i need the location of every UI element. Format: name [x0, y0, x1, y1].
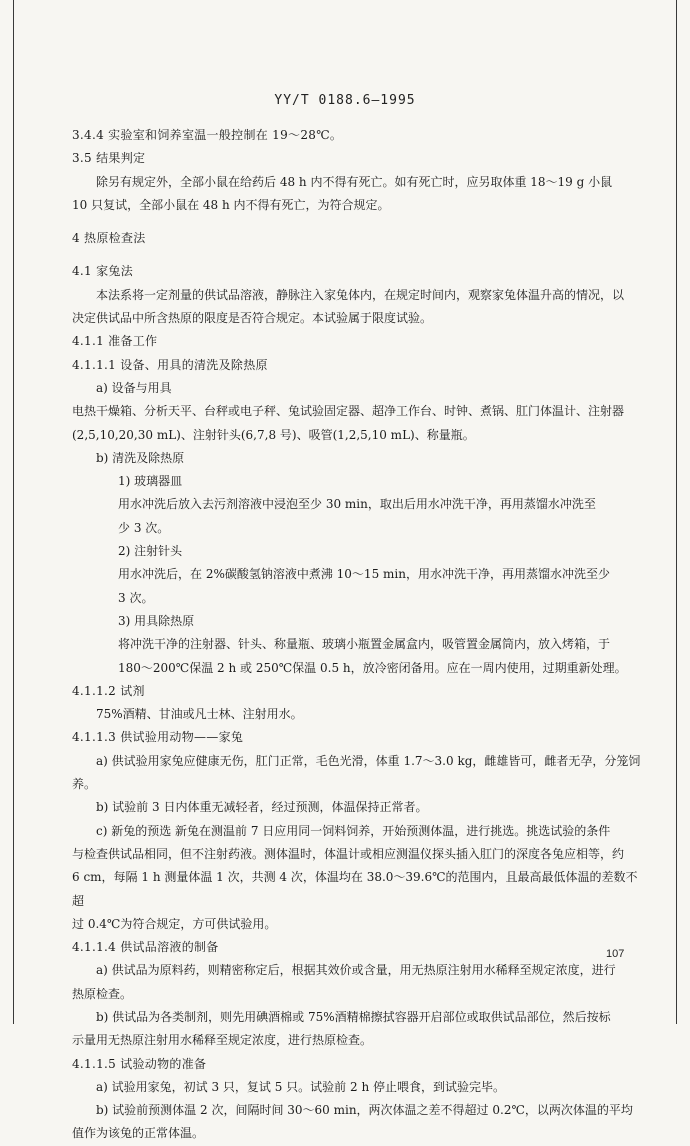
paragraph-line: 少 3 次。	[118, 520, 170, 535]
heading-4-1-1-5: 4.1.1.5 试验动物的准备	[72, 1056, 207, 1071]
paragraph-line: 10 只复试，全部小鼠在 48 h 内不得有死亡，为符合规定。	[72, 197, 390, 212]
list-item-c: c) 新兔的预选 新兔在测温前 7 日应用同一饲料饲养，开始预测体温，进行挑选。挑选试验的条件	[96, 823, 611, 838]
page-number: 107	[606, 948, 625, 960]
list-item-a: a) 供试品为原料药，则精密称定后，根据其效价或含量，用无热原注射用水稀释至规定浓度，进行	[96, 963, 616, 978]
sub-item-3: 3) 用具除热原	[118, 613, 195, 628]
paragraph-line: 示量用无热原注射用水稀释至规定浓度，进行热原检查。	[72, 1033, 373, 1048]
paragraph-line: 3 次。	[118, 590, 154, 605]
list-item-b: b) 供试品为各类制剂，则先用碘酒棉或 75%酒精棉擦拭容器开启部位或取供试品部位，然后按标	[96, 1009, 611, 1024]
heading-4-1-1-4: 4.1.1.4 供试品溶液的制备	[72, 940, 219, 955]
list-item-b: b) 试验前 3 日内体重无减轻者，经过预测，体温保持正常者。	[96, 800, 428, 815]
paragraph-line: 用水冲洗后放入去污剂溶液中浸泡至少 30 min，取出后用水冲洗干净，再用蒸馏水冲洗至	[118, 497, 596, 512]
heading-4: 4 热原检查法	[72, 231, 146, 246]
paragraph-line: 本法系将一定剂量的供试品溶液，静脉注入家兔体内，在规定时间内，观察家兔体温升高的情况，以	[96, 287, 625, 302]
paragraph-line: 与检查供试品相同，但不注射药液。测体温时，体温计或相应测温仪探头插入肛门的深度各兔应相等，约	[72, 846, 625, 861]
paragraph-line: 过 0.4℃为符合规定，方可供试验用。	[72, 916, 277, 931]
standard-number-header: YY/T 0188.6—1995	[274, 93, 416, 108]
paragraph-line: 热原检查。	[72, 986, 133, 1001]
heading-4-1: 4.1 家兔法	[72, 264, 133, 279]
heading-4-1-1: 4.1.1 准备工作	[72, 334, 158, 349]
list-item-b: b) 清洗及除热原	[96, 450, 185, 465]
paragraph-line: (2,5,10,20,30 mL)、注射针头(6,7,8 号)、吸管(1,2,5,10 mL)、称量瓶。	[72, 427, 475, 442]
paragraph-line: 除另有规定外，全部小鼠在给药后 48 h 内不得有死亡。如有死亡时，应另取体重 18～19 g 小鼠	[96, 174, 613, 189]
sub-item-1: 1) 玻璃器皿	[118, 474, 183, 489]
heading-4-1-1-3: 4.1.1.3 供试验用动物——家兔	[72, 730, 244, 745]
heading-4-1-1-2: 4.1.1.2 试剂	[72, 683, 145, 698]
heading-4-1-1-1: 4.1.1.1 设备、用具的清洗及除热原	[72, 357, 268, 372]
scan-border-right	[676, 0, 677, 1024]
body-text	[72, 124, 642, 1146]
paragraph-line: 养。	[72, 777, 97, 792]
paragraph-line: 将冲洗干净的注射器、针头、称量瓶、玻璃小瓶置金属盒内，吸管置金属筒内，放入烤箱，于	[118, 637, 611, 652]
heading-3-5: 3.5 结果判定	[72, 151, 146, 166]
sub-item-2: 2) 注射针头	[118, 544, 183, 559]
scan-border-left	[13, 0, 14, 1024]
list-item-a: a) 试验用家兔，初试 3 只，复试 5 只。试验前 2 h 停止喂食，到试验完毕。	[96, 1079, 505, 1094]
paragraph-line: 值作为该兔的正常体温。	[72, 1126, 205, 1141]
list-item-b: b) 试验前预测体温 2 次，间隔时间 30～60 min，两次体温之差不得超过 0.2℃，以两次体温的平均	[96, 1103, 633, 1118]
clause-3-4-4: 3.4.4 实验室和饲养室温一般控制在 19～28℃。	[72, 128, 343, 142]
paragraph-line: 电热干燥箱、分析天平、台秤或电子秤、兔试验固定器、超净工作台、时钟、煮锅、肛门体温计、注射器	[72, 404, 625, 419]
paragraph-line: 180～200℃保温 2 h 或 250℃保温 0.5 h，放冷密闭备用。应在一周内使用，过期重新处理。	[118, 660, 627, 675]
paragraph-line: 决定供试品中所含热原的限度是否符合规定。本试验属于限度试验。	[72, 311, 433, 326]
list-item-a: a) 设备与用具	[96, 380, 172, 395]
list-item-a: a) 供试验用家兔应健康无伤，肛门正常，毛色光滑，体重 1.7～3.0 kg，雌雄皆可，雌者无孕，分笼饲	[96, 753, 641, 768]
paragraph-line: 用水冲洗后，在 2%碳酸氢钠溶液中煮沸 10～15 min，用水冲洗干净，再用蒸馏水冲洗至少	[118, 567, 610, 582]
paragraph-line: 6 cm，每隔 1 h 测量体温 1 次，共测 4 次，体温均在 38.0～39.6℃的范围内，且最高最低体温的差数不超	[72, 870, 638, 908]
paragraph-line: 75%酒精、甘油或凡士林、注射用水。	[96, 707, 303, 722]
